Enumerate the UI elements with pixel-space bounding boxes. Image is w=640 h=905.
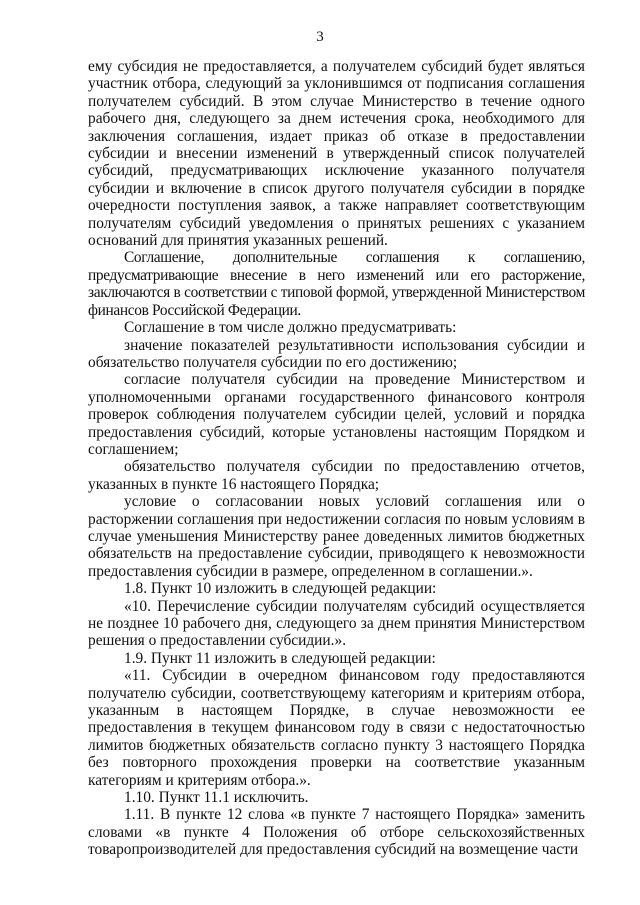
paragraph-limits-condition: условие о согласовании новых условий соглашения или о расторжении соглашения при недостижении согласия по новым условиям в случае уменьшения Министерству ранее доведенных лимитов бюджетных обязательств на предоставление субсидии, приводящего к невозможности предоставления субсидии в размере, определенном в соглашении.». — [88, 493, 585, 580]
paragraph-item-10-text: «10. Перечисление субсидии получателям субсидий осуществляется не позднее 10 рабочего дня, следующего за днем принятия Министерством решения о предоставлении субсидии.». — [88, 597, 585, 650]
paragraph-item-1-8: 1.8. Пункт 10 изложить в следующей редакции: — [124, 580, 437, 598]
paragraph-agreement-provisions: Соглашение в том числе должно предусматривать: — [124, 319, 457, 337]
document-body — [88, 58, 585, 859]
paragraph-control-consent: согласие получателя субсидии на проведение Министерством и уполномоченными органами государственного финансового контроля проверок соблюдения получателем субсидии целей, условий и порядка предоставления субсидий, которые установлены настоящим Порядком и соглашением; — [88, 371, 585, 458]
paragraph-item-11-text: «11. Субсидии в очередном финансовом году предоставляются получателю субсидии, соответствующему категориям и критериям отбора, указанным в настоящем Порядке, в случае невозможности ее предоставления в текущем финансовом году в связи с недостаточностью лимитов бюджетных обязательств согласно пункту 3 настоящего Порядка без повторного прохождения проверки на соответствие указанным категориям и критериям отбора.». — [88, 667, 585, 789]
page-number: 3 — [316, 29, 324, 45]
paragraph-reporting-obligation: обязательство получателя субсидии по предоставлению отчетов, указанных в пункте 16 настоящего Порядка; — [88, 458, 585, 493]
paragraph-item-1-11: 1.11. В пункте 12 слова «в пункте 7 настоящего Порядка» заменить словами «в пункте 4 Положения об отборе сельскохозяйственных товаропроизводителей для предоставления субсидий на возмещение части — [88, 806, 585, 859]
paragraph-item-1-10: 1.10. Пункт 11.1 исключить. — [124, 789, 309, 807]
paragraph-subsidy-refusal: ему субсидия не предоставляется, а получателем субсидий будет являться участник отбора, следующий за уклонившимся от подписания соглашения получателем субсидий. В этом случае Министерство в течение одного рабочего дня, следующего за днем истечения срока, необходимого для заключения соглашения, издает приказ об отказе в предоставлении субсидии и внесении изменений в утвержденный список получателей субсидий, предусматривающих исключение указанного получателя субсидии и включение в список другого получателя субсидии в порядке очередности поступления заявок, а также направляет соответствующим получателям субсидий уведомления о принятых решениях с указанием оснований для принятия указанных решений. — [88, 58, 585, 250]
paragraph-item-1-9: 1.9. Пункт 11 изложить в следующей редакции: — [124, 649, 436, 667]
paragraph-performance-indicators: значение показателей результативности использования субсидии и обязательство получателя субсидии по его достижению; — [88, 336, 585, 371]
paragraph-agreement-form: Соглашение, дополнительные соглашения к соглашению, предусматривающие внесение в него изменений или его расторжение, заключаются в соответствии с типовой формой, утвержденной Министерством финансов Российской Федерации. — [88, 249, 585, 319]
